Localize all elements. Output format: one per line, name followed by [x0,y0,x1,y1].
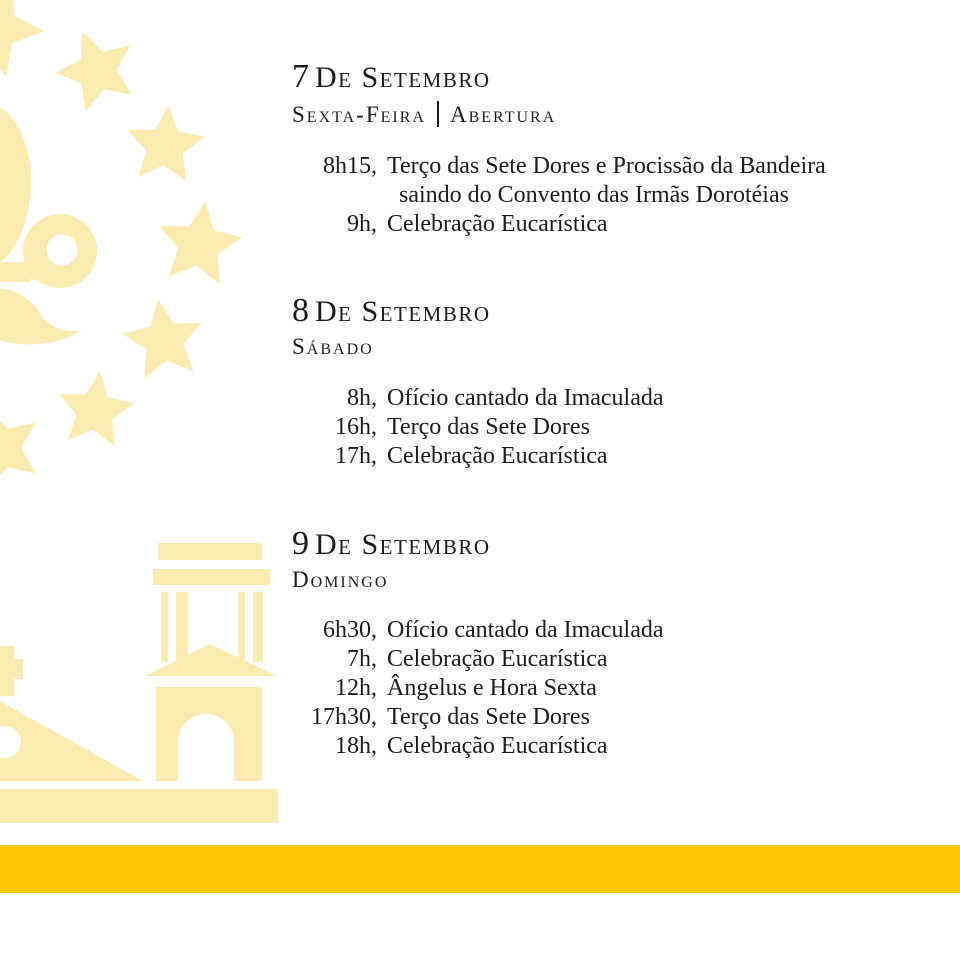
event-row [292,674,664,703]
star-icon [45,18,146,117]
day-title: De Setembro [315,61,491,94]
event-text: Ofício cantado da Imaculada [387,617,664,643]
event-row [292,152,826,181]
day-3-subtitle [292,568,491,591]
event-time-spacer [292,181,377,210]
day-number: 8 [292,292,309,329]
event-row-continuation [292,181,826,210]
event-row [292,616,664,645]
event-time: 8h, [347,385,377,411]
event-text: Terço das Sete Dores [387,414,590,440]
accent-bar [0,845,960,893]
day-2-heading [292,294,491,358]
fleur-de-lis-icon [0,106,97,344]
star-icon [0,394,51,493]
day-1-events [292,152,826,239]
day-number: 7 [292,58,309,95]
day-number: 9 [292,525,309,562]
day-2-events [292,384,664,471]
event-row [292,413,664,442]
event-row [292,384,664,413]
event-text: Celebração Eucarística [387,646,608,672]
event-row [292,732,664,761]
day-3-heading [292,527,491,591]
event-text: Celebração Eucarística [387,733,608,759]
star-icon [0,0,57,83]
star-icon [119,294,209,380]
day-2-subtitle [292,335,491,358]
church-tower-icon [0,543,278,823]
event-text: Celebração Eucarística [387,443,608,469]
subtitle-divider [437,101,439,127]
event-time: 17h, [335,443,377,469]
weekday-label: Sábado [292,334,374,359]
day-3-events [292,616,664,761]
event-text: Terço das Sete Dores e Procissão da Bandeira [387,153,826,179]
event-row [292,210,826,239]
session-label: Abertura [449,101,557,127]
weekday-label: Sexta-Feira [292,101,426,127]
event-text: Ângelus e Hora Sexta [387,675,597,701]
event-row [292,442,664,471]
event-time: 17h30, [311,704,377,730]
event-row [292,703,664,732]
event-time: 9h, [347,211,377,237]
event-text: Terço das Sete Dores [387,704,590,730]
day-title: De Setembro [315,528,491,561]
left-decoration [0,0,330,960]
event-time: 7h, [347,646,377,672]
day-1-heading [292,60,556,127]
event-text: saindo do Convento das Irmãs Dorotéias [399,182,789,208]
event-time: 8h15, [323,153,377,179]
event-row [292,645,664,674]
arch-doorway [178,714,234,781]
day-1-subtitle [292,101,556,127]
event-time: 18h, [335,733,377,759]
star-icon [53,367,137,448]
star-icon [153,196,247,286]
day-title: De Setembro [315,295,491,328]
event-text: Celebração Eucarística [387,211,608,237]
event-time: 12h, [335,675,377,701]
weekday-label: Domingo [292,567,389,592]
cross-icon [0,646,23,696]
event-text: Ofício cantado da Imaculada [387,385,664,411]
event-time: 6h30, [323,617,377,643]
star-icon [123,102,207,183]
event-time: 16h, [335,414,377,440]
